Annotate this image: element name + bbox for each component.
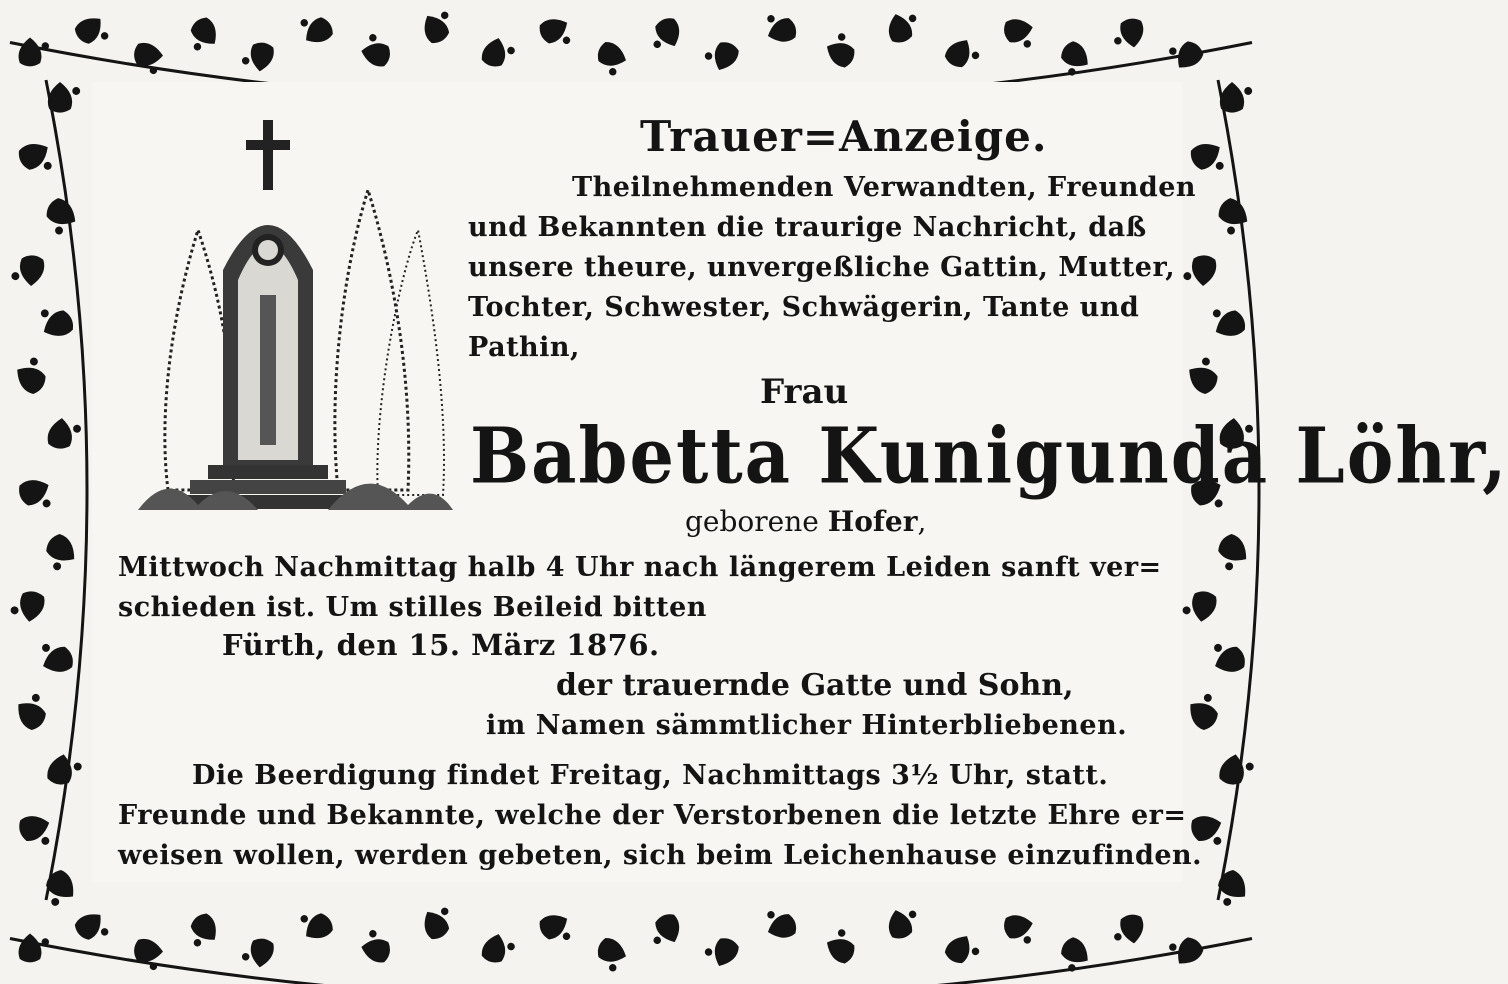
maiden-name-line — [685, 505, 926, 538]
leaf-ornament — [417, 902, 458, 942]
leaf-ornament — [1181, 588, 1218, 623]
leaf-ornament — [822, 926, 862, 967]
intro-line: Theilnehmenden Verwandten, Freunden — [572, 172, 1197, 203]
intro-line: unsere theure, unvergeßliche Gattin, Mutter, — [468, 252, 1176, 283]
place-date: Fürth, den 15. März 1876. — [222, 628, 660, 662]
leaf-ornament — [1210, 531, 1254, 575]
maiden-name: Hofer — [827, 505, 918, 538]
leaf-ornament — [37, 867, 81, 911]
leaf-ornament — [1217, 752, 1255, 789]
leaf-ornament — [1182, 353, 1226, 397]
signers: der trauernde Gatte und Sohn, — [556, 668, 1074, 703]
leaf-ornament — [359, 32, 394, 68]
leaf-ornament — [182, 910, 224, 952]
leaf-ornament — [295, 904, 336, 946]
leaf-ornament — [48, 82, 80, 113]
intro-line: Tochter, Schwester, Schwägerin, Tante und — [468, 292, 1140, 323]
leaf-ornament — [762, 905, 799, 943]
leaf-ornament — [1182, 689, 1226, 733]
leaf-ornament — [10, 689, 54, 733]
leaf-ornament — [35, 300, 77, 342]
leaf-ornament — [1211, 195, 1254, 239]
born-prefix: geborene — [685, 505, 819, 538]
leaf-ornament — [1002, 16, 1036, 51]
leaf-ornament — [1208, 637, 1248, 678]
leaf-ornament — [885, 905, 922, 941]
leaf-ornament — [19, 934, 50, 963]
leaf-ornament — [646, 15, 685, 54]
death-line: Mittwoch Nachmittag halb 4 Uhr nach längerem Leiden sanft ver= — [118, 552, 1162, 583]
leaf-ornament — [592, 40, 630, 79]
leaf-ornament — [15, 137, 57, 180]
leaf-ornament — [536, 909, 576, 949]
leaf-ornament — [1112, 913, 1146, 945]
leaf-ornament — [1164, 929, 1206, 971]
leaf-ornament — [19, 38, 50, 67]
leaf-ornament — [10, 353, 54, 397]
leaf-ornament — [942, 34, 983, 75]
leaf-ornament — [646, 911, 685, 950]
leaf-ornament — [1002, 912, 1036, 947]
leaf-ornament — [71, 907, 113, 949]
leaf-ornament — [38, 531, 82, 575]
leaf-ornament — [36, 637, 76, 678]
title-label: Frau — [760, 372, 849, 412]
leaf-ornament — [39, 195, 82, 239]
deceased-name: Babetta Kunigunda Löhr, — [470, 410, 1508, 502]
leaf-ornament — [1209, 867, 1253, 911]
leaf-ornament — [1112, 17, 1146, 49]
funeral-line: Freunde und Bekannte, welche der Verstorbenen die letzte Ehre er= — [118, 800, 1187, 831]
leaf-ornament — [47, 417, 82, 451]
leaf-ornament — [71, 11, 113, 53]
leaf-ornament — [702, 932, 742, 971]
intro-line: und Bekannten die traurige Nachricht, daß — [468, 212, 1147, 243]
leaf-ornament — [417, 6, 458, 46]
leaf-ornament — [182, 14, 224, 56]
funeral-line: weisen wollen, werden gebeten, sich beim Leichenhause einzufinden. — [118, 840, 1203, 871]
leaf-ornament — [942, 930, 983, 971]
leaf-ornament — [1164, 33, 1206, 75]
leaf-ornament — [11, 254, 45, 286]
leaf-ornament — [1183, 254, 1217, 286]
signers-note: im Namen sämmtlicher Hinterbliebenen. — [486, 710, 1128, 741]
leaf-ornament — [45, 752, 83, 789]
leaf-ornament — [480, 931, 517, 967]
notice-heading: Trauer=Anzeige. — [640, 112, 1048, 161]
leaf-ornament — [762, 9, 799, 47]
leaf-ornament — [822, 30, 862, 71]
leaf-ornament — [16, 811, 55, 851]
leaf-ornament — [592, 936, 630, 975]
leaf-ornament — [1220, 82, 1252, 113]
gravestone-with-cross-icon — [128, 110, 458, 520]
leaf-ornament — [241, 40, 275, 73]
leaf-ornament — [9, 588, 46, 623]
leaf-ornament — [295, 8, 336, 50]
leaf-ornament — [480, 35, 517, 71]
leaf-ornament — [702, 36, 742, 75]
leaf-ornament — [16, 474, 57, 516]
leaf-ornament — [1207, 300, 1249, 342]
leaf-ornament — [536, 13, 576, 53]
funeral-line: Die Beerdigung findet Freitag, Nachmittags 3½ Uhr, statt. — [192, 760, 1109, 791]
leaf-ornament — [359, 928, 394, 964]
leaf-ornament — [885, 9, 922, 45]
death-line: schieden ist. Um stilles Beileid bitten — [118, 592, 707, 623]
leaf-ornament — [241, 936, 275, 969]
born-suffix: , — [917, 505, 927, 538]
intro-line: Pathin, — [468, 332, 580, 363]
